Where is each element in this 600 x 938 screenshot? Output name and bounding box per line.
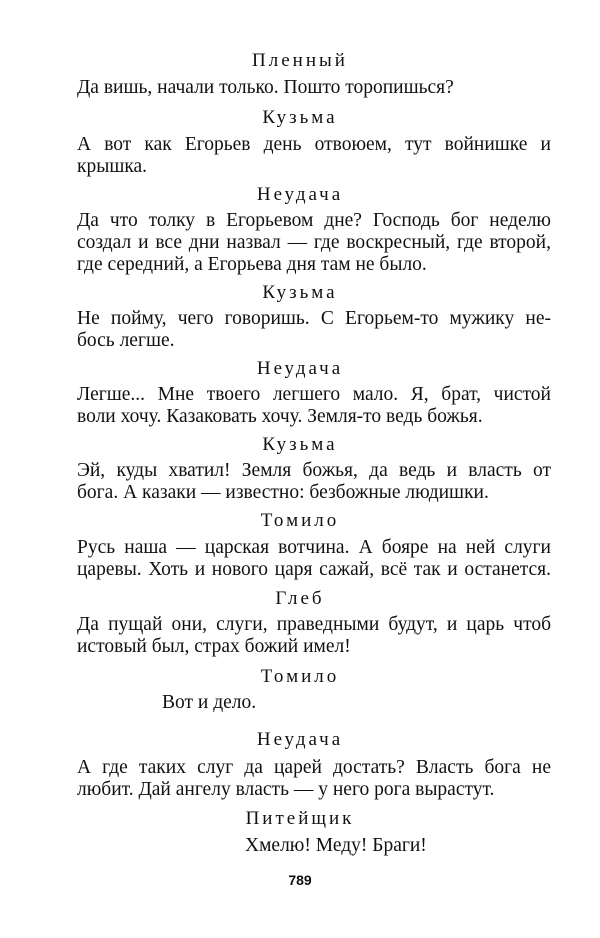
dialogue-line: истовый был, страх божий имел! xyxy=(77,636,351,657)
dialogue-line: создал и все дни назвал — где воскресный, где второй, xyxy=(77,232,551,253)
dialogue-line: бога. А казаки — известно: безбожные людишки. xyxy=(77,482,489,503)
dialogue-line: Русь наша — царская вотчина. А бояре на ней слуги xyxy=(77,537,551,558)
dialogue-line: Да пущай они, слуги, праведными будут, и царь чтоб xyxy=(77,614,551,635)
dialogue-line: Легше... Мне твоего легшего мало. Я, брат, чистой xyxy=(77,384,551,405)
speaker-name: Томило xyxy=(260,666,340,687)
speaker-name: Томило xyxy=(260,510,340,531)
speaker-name: Кузьма xyxy=(262,282,338,303)
dialogue-line: любит. Дай ангелу власть — у него рога вырастут. xyxy=(77,779,495,800)
dialogue-line: Вот и дело. xyxy=(162,692,257,713)
dialogue-line: Да вишь, начали только. Пошто торопишься? xyxy=(77,77,454,98)
dialogue-line: Не пойму, чего говоришь. С Егорьем-то мужику не- xyxy=(77,308,551,329)
dialogue-line: Хмелю! Меду! Браги! xyxy=(245,835,427,856)
dialogue-line: А где таких слуг да царей достать? Власть бога не xyxy=(77,757,551,778)
speaker-name: Неудача xyxy=(256,729,344,750)
speaker-name: Питейщик xyxy=(245,808,355,829)
dialogue-line: воли хочу. Казаковать хочу. Земля-то ведь божья. xyxy=(77,406,483,427)
speaker-name: Пленный xyxy=(252,50,348,71)
dialogue-line: крышка. xyxy=(77,156,148,177)
dialogue-line: Эй, куды хватил! Земля божья, да ведь и власть от xyxy=(77,460,551,481)
dialogue-line: царевы. Хоть и нового царя сажай, всё так и останется. xyxy=(77,559,551,580)
speaker-name: Неудача xyxy=(256,358,344,379)
page-number: 789 xyxy=(288,872,312,888)
speaker-name: Кузьма xyxy=(262,107,338,128)
dialogue-line: бось легше. xyxy=(77,330,175,351)
dialogue-line: где середний, а Егорьева дня там не было. xyxy=(77,254,427,275)
speaker-name: Кузьма xyxy=(262,434,338,455)
dialogue-line: Да что толку в Егорьевом дне? Господь бог неделю xyxy=(77,210,551,231)
speaker-name: Неудача xyxy=(256,184,344,205)
dialogue-line: А вот как Егорьев день отвоюем, тут войнишке и xyxy=(77,134,551,155)
speaker-name: Глеб xyxy=(275,588,325,609)
